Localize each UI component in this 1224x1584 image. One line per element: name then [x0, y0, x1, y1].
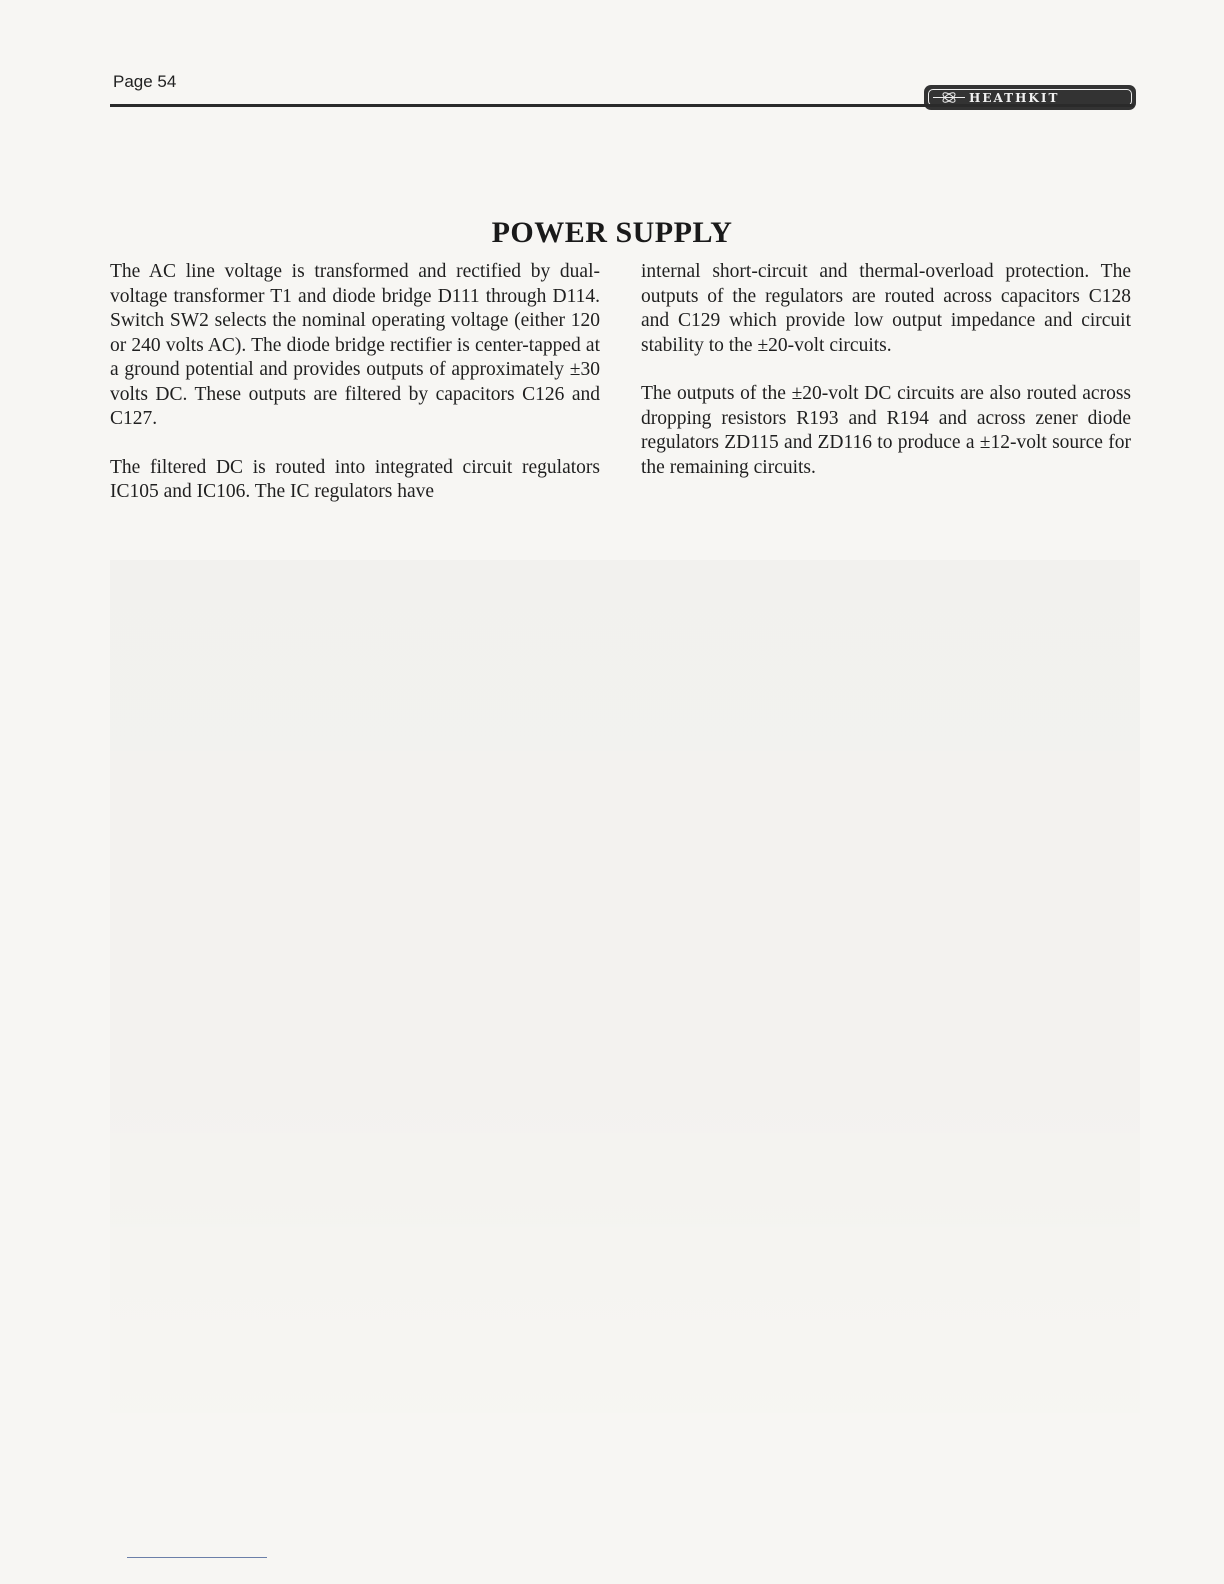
- page-number: Page 54: [113, 72, 177, 91]
- atom-emblem-icon: [929, 90, 969, 105]
- left-column: [110, 260, 600, 529]
- section-title: POWER SUPPLY: [491, 216, 733, 250]
- paragraph: The AC line voltage is transformed and rectified by dual-voltage transformer T1 and diode bridge D111 through D114. Switch SW2 selects the nominal operating voltage (either 120 or 240 volts AC). The diode bridge rectifier is center-tapped at a ground potential and provides outputs of approximately ±30 volts DC. These outputs are filtered by capacitors C126 and C127.: [110, 261, 600, 429]
- paragraph: The outputs of the ±20-volt DC circuits are also routed across dropping resistors R193 and R194 and across zener diode regulators ZD115 and ZD116 to produce a ±12-volt source for the remaining circuits.: [641, 383, 1131, 478]
- header-rule: [110, 104, 1134, 107]
- footer-rule: [127, 1557, 267, 1558]
- bleed-through-background: [110, 560, 1140, 1460]
- right-column: [641, 260, 1131, 504]
- paragraph: internal short-circuit and thermal-overload protection. The outputs of the regulators are routed across capacitors C128 and C129 which provide low output impedance and circuit stability to the ±20-volt circuits.: [641, 261, 1131, 356]
- paragraph: The filtered DC is routed into integrated circuit regulators IC105 and IC106. The IC regulators have: [110, 456, 600, 502]
- brand-name: HEATHKIT: [969, 90, 1060, 105]
